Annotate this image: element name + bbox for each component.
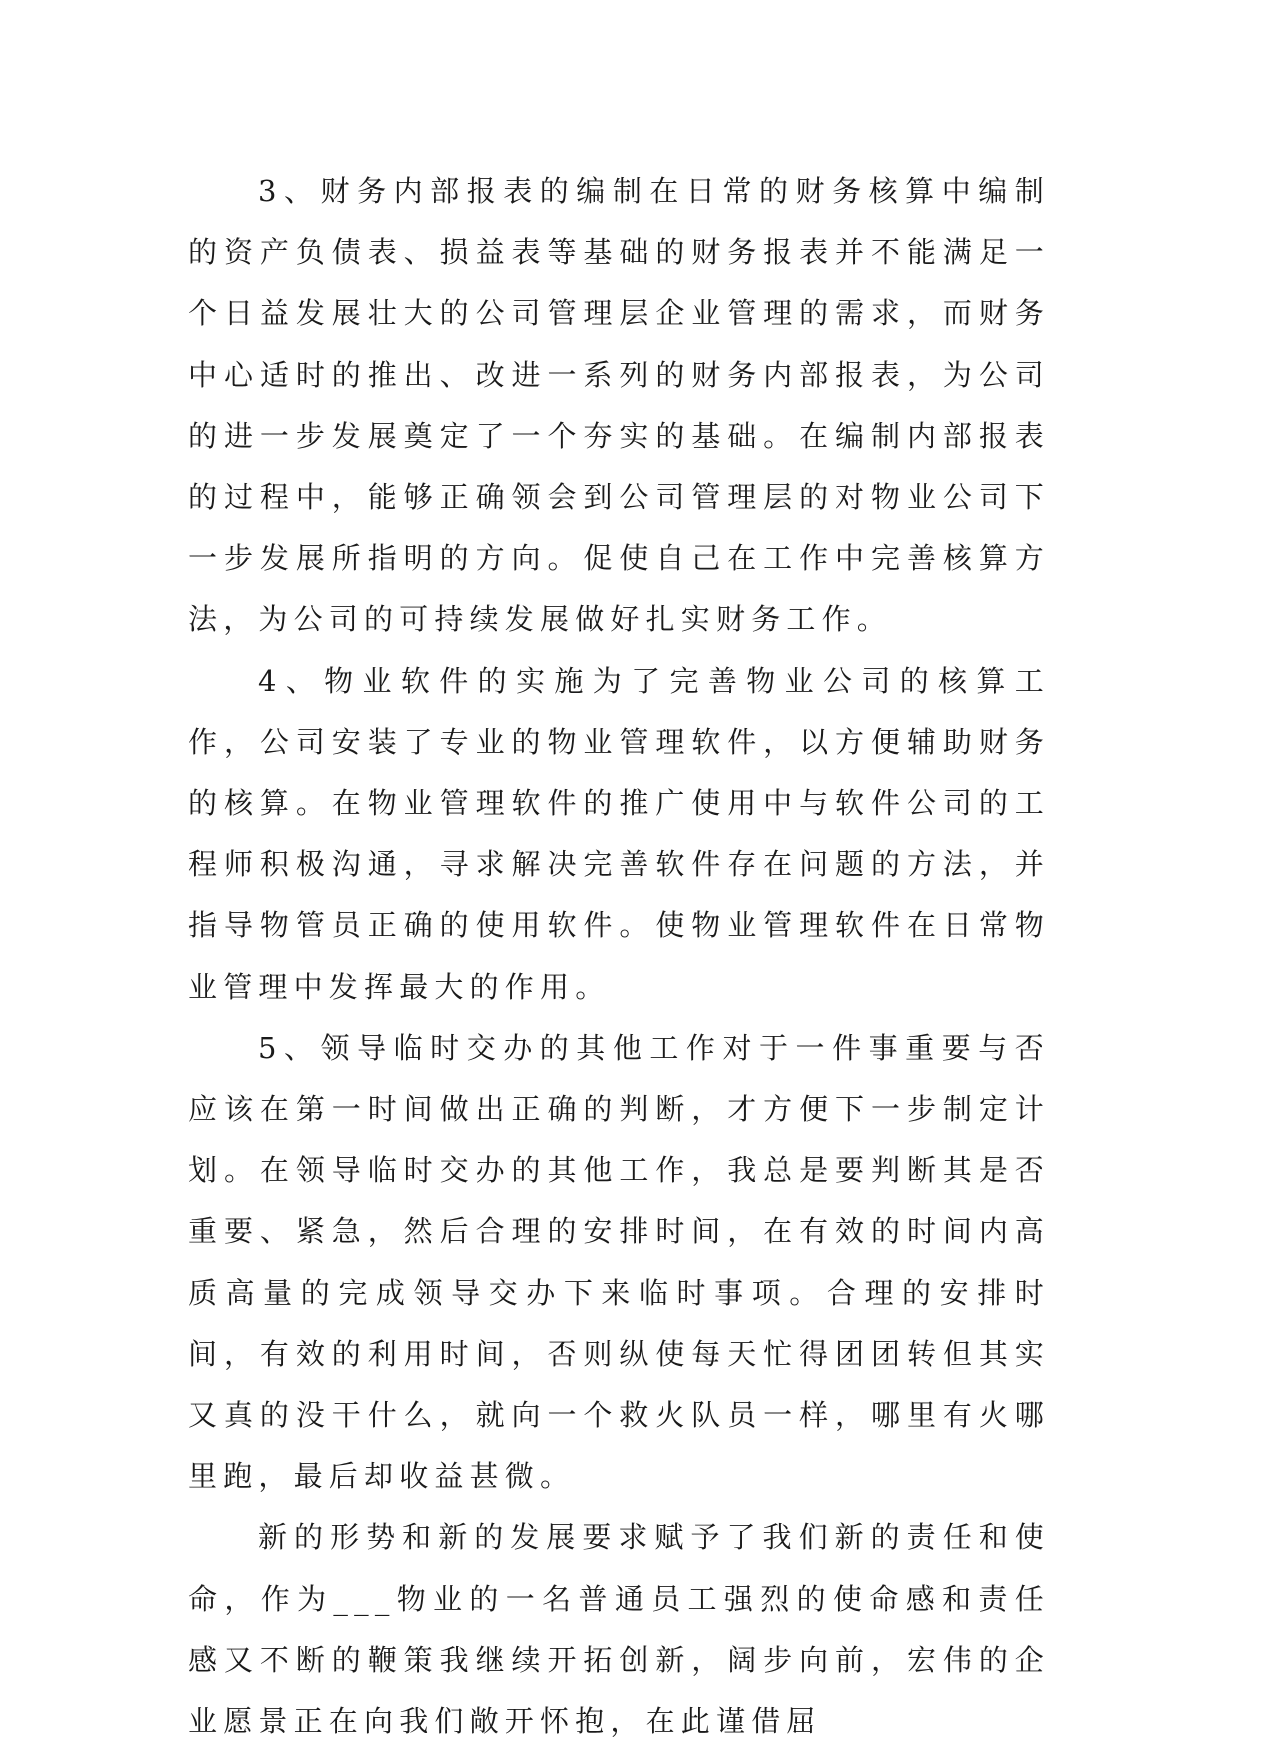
paragraph-5-temporary-tasks: 5、领导临时交办的其他工作对于一件事重要与否应该在第一时间做出正确的判断，才方便下一步制定计划。在领导临时交办的其他工作，我总是要判断其是否重要、紧急，然后合理的安排时间，在有效的时间内高质高量的完成领导交办下来临时事项。合理的安排时间，有效的利用时间，否则纵使每天忙得团团转但其实又真的没干什么，就向一个救火队员一样，哪里有火哪里跑，最后却收益甚微。 [188,1030,1050,1494]
paragraph-closing: 新的形势和新的发展要求赋予了我们新的责任和使命，作为___物业的一名普通员工强烈的使命感和责任感又不断的鞭策我继续开拓创新，阔步向前，宏伟的企业愿景正在向我们敞开怀抱，在此谨借屈 [188,1520,1050,1739]
document-body [188,161,1050,1752]
paragraph-4-property-software: 4、物业软件的实施为了完善物业公司的核算工作，公司安装了专业的物业管理软件，以方便辅助财务的核算。在物业管理软件的推广使用中与软件公司的工程师积极沟通，寻求解决完善软件存在问题的方法，并指导物管员正确的使用软件。使物业管理软件在日常物业管理中发挥最大的作用。 [188,663,1050,1004]
paragraph-3-financial-reports: 3、财务内部报表的编制在日常的财务核算中编制的资产负债表、损益表等基础的财务报表并不能满足一个日益发展壮大的公司管理层企业管理的需求，而财务中心适时的推出、改进一系列的财务内部报表，为公司的进一步发展奠定了一个夯实的基础。在编制内部报表的过程中，能够正确领会到公司管理层的对物业公司下一步发展所指明的方向。促使自己在工作中完善核算方法，为公司的可持续发展做好扎实财务工作。 [188,174,1050,637]
